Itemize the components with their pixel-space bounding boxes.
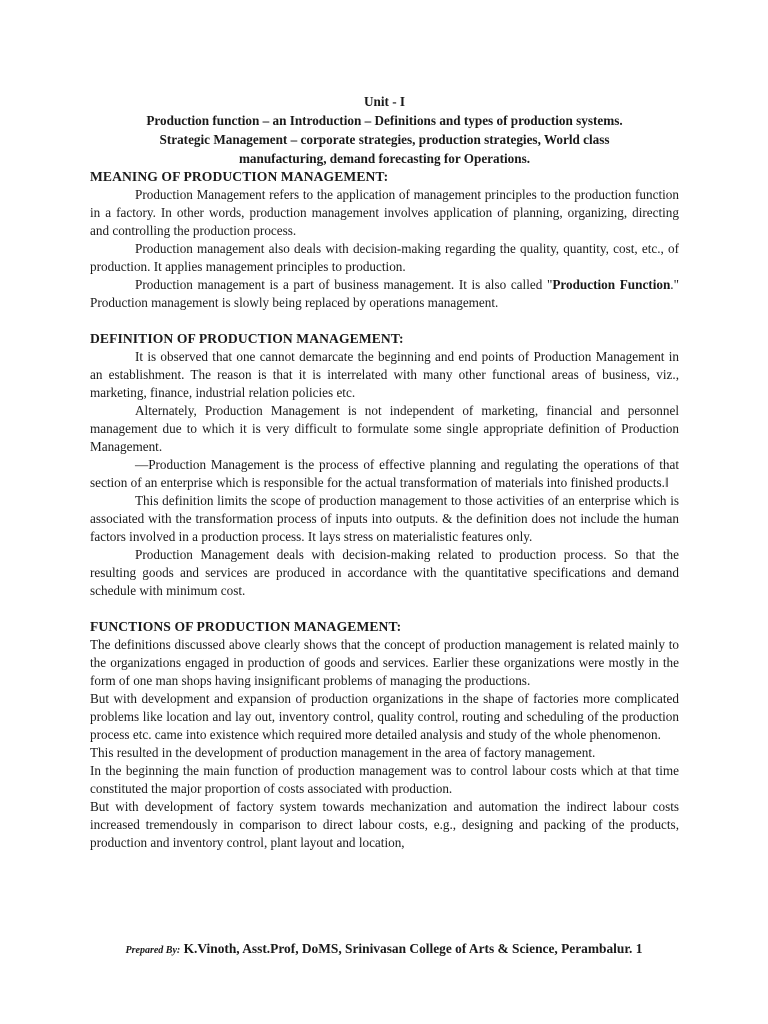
meaning-paragraph [90, 276, 679, 312]
syllabus-line-3: manufacturing, demand forecasting for Operations. [238, 151, 531, 166]
meaning-paragraph: Production management also deals with decision-making regarding the quality, quantity, cost, etc., of production. It applies management principles to production. [90, 241, 679, 274]
document-page [90, 92, 679, 852]
meaning-text: ." Production management is slowly being replaced by operations management. [90, 277, 679, 310]
page-number: 1 [635, 941, 643, 956]
footer-author: K.Vinoth, Asst.Prof, DoMS, Srinivasan College of Arts & Science, Perambalur. [183, 941, 633, 956]
meaning-paragraph: Production Management refers to the application of management principles to the production function in a factory. In other words, production management involves application of planning, organizing, directing and controlling the production process. [90, 187, 679, 238]
meaning-heading: MEANING OF PRODUCTION MANAGEMENT: [90, 169, 389, 184]
definition-quote: ―Production Management is the process of effective planning and regulating the operations of that section of an enterprise which is responsible for the actual transformation of materials into finished products.‖ [90, 457, 679, 490]
functions-paragraph: In the beginning the main function of production management was to control labour costs which at that time constituted the major proportion of costs associated with production. [90, 763, 679, 796]
functions-paragraph: But with development of factory system towards mechanization and automation the indirect labour costs increased tremendously in comparison to direct labour costs, e.g., designing and packing of the products, production and inventory control, plant layout and location, [90, 799, 679, 850]
functions-paragraph: But with development and expansion of production organizations in the shape of factories more complicated problems like location and lay out, inventory control, quality control, routing and scheduling of the production process etc. came into existence which required more detailed analysis and study of the whole phenomenon. [90, 691, 679, 742]
definition-paragraph: This definition limits the scope of production management to those activities of an enterprise which is associated with the transformation process of inputs into outputs. & the definition does not include the human factors involved in a production process. It lays stress on materialistic features only. [90, 493, 679, 544]
footer-label: Prepared By: [125, 945, 181, 956]
production-function-term: Production Function [552, 277, 671, 292]
syllabus-line-2: Strategic Management – corporate strategies, production strategies, World class [159, 132, 610, 147]
definition-paragraph: Alternately, Production Management is not independent of marketing, financial and personnel management due to which it is very difficult to formulate some single appropriate definition of Production Management. [90, 403, 679, 454]
functions-paragraph: This resulted in the development of production management in the area of factory management. [90, 745, 596, 760]
definition-paragraph: Production Management deals with decision-making related to production process. So that the resulting goods and services are produced in accordance with the quantitative specifications and demand schedule with minimum cost. [90, 547, 679, 598]
unit-title: Unit - I [363, 94, 406, 109]
definition-paragraph: It is observed that one cannot demarcate the beginning and end points of Production Management in an establishment. The reason is that it is interrelated with many other functional areas of business, viz., marketing, finance, industrial relation policies etc. [90, 349, 679, 400]
page-footer [0, 941, 768, 957]
syllabus-line-1: Production function – an Introduction – Definitions and types of production systems. [146, 113, 623, 128]
functions-paragraph: The definitions discussed above clearly shows that the concept of production management is related mainly to the organizations engaged in production of goods and services. Earlier these organizations were mostly in the form of one man shops having insignificant problems of managing the productions. [90, 637, 679, 688]
definition-heading: DEFINITION OF PRODUCTION MANAGEMENT: [90, 331, 404, 346]
meaning-text: Production management is a part of business management. It is also called " [135, 277, 553, 292]
functions-heading: FUNCTIONS OF PRODUCTION MANAGEMENT: [90, 619, 402, 634]
